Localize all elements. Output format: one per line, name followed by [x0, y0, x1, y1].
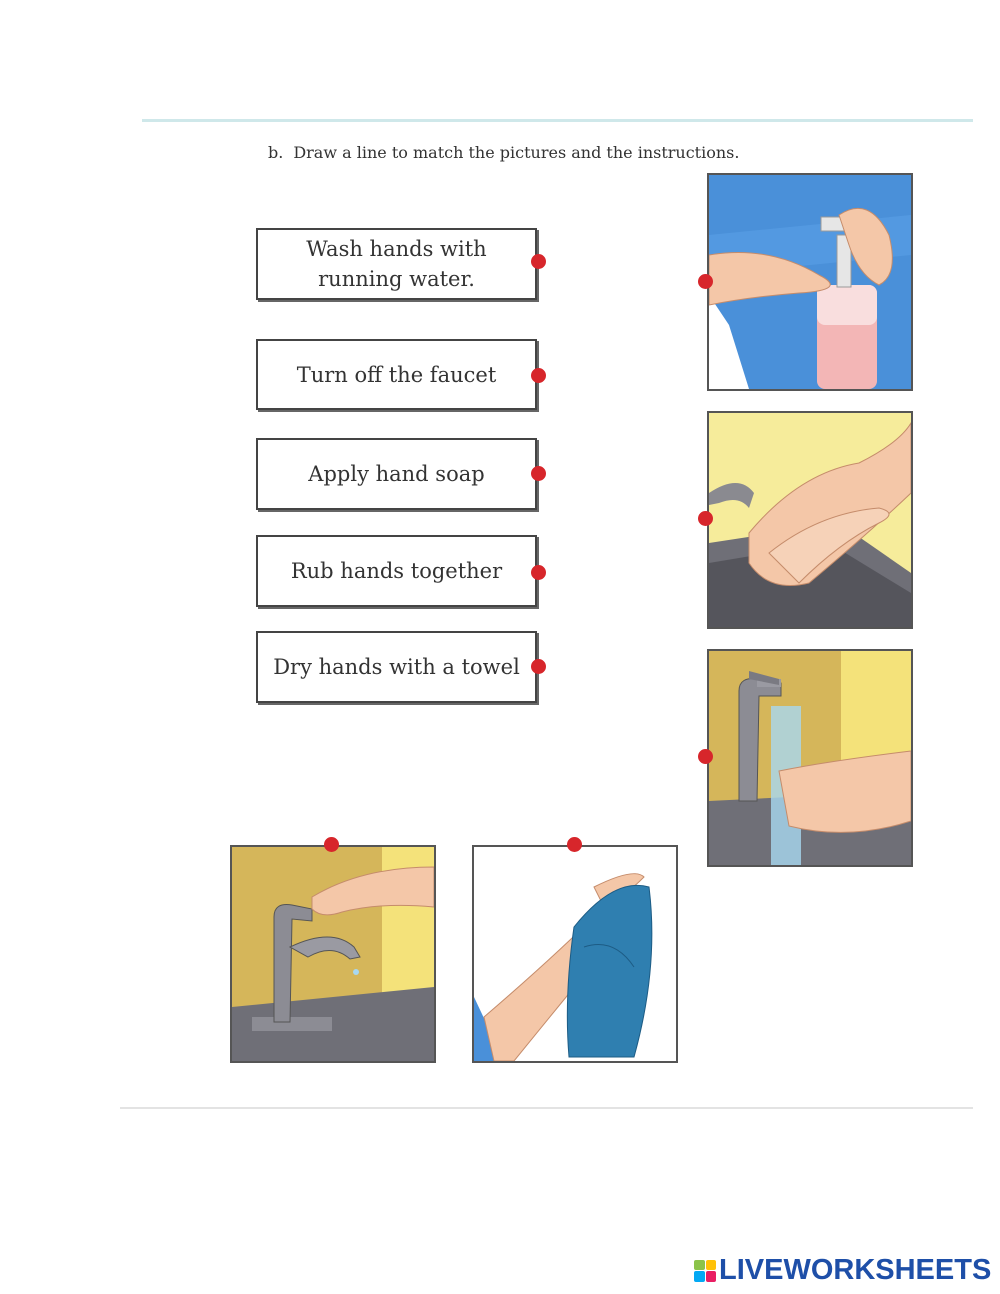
instruction-box-dry[interactable]	[256, 631, 537, 703]
match-dot-picture-towel[interactable]	[567, 837, 582, 852]
instruction-box-wash[interactable]	[256, 228, 537, 300]
running-water-picture	[707, 649, 913, 867]
match-dot-rub[interactable]	[531, 565, 546, 580]
logo-text: LIVEWORKSHEETS	[719, 1254, 992, 1286]
instruction-box-soap[interactable]	[256, 438, 537, 510]
instruction-box-turn-off[interactable]	[256, 339, 537, 410]
soap-dispenser-picture	[707, 173, 913, 391]
match-dot-picture-water[interactable]	[698, 749, 713, 764]
box-label: Wash hands with running water.	[306, 237, 487, 291]
instruction	[268, 143, 739, 162]
turn-off-faucet-picture	[230, 845, 436, 1063]
match-dot-wash[interactable]	[531, 254, 546, 269]
logo-icon	[694, 1260, 716, 1282]
rubbing-hands-picture	[707, 411, 913, 629]
match-dot-picture-faucet[interactable]	[324, 837, 339, 852]
top-divider	[142, 119, 973, 122]
box-label: Apply hand soap	[308, 462, 485, 486]
bottom-divider	[120, 1107, 973, 1109]
match-dot-picture-rub[interactable]	[698, 511, 713, 526]
match-dot-soap[interactable]	[531, 466, 546, 481]
match-dot-dry[interactable]	[531, 659, 546, 674]
box-label: Rub hands together	[290, 559, 503, 583]
instruction-box-rub[interactable]	[256, 535, 537, 607]
box-label: Turn off the faucet	[296, 362, 497, 387]
instruction-letter: b.	[268, 143, 284, 162]
instruction-text: Draw a line to match the pictures and the instructions.	[293, 143, 740, 162]
towel-drying-picture	[472, 845, 678, 1063]
liveworksheets-logo	[694, 1254, 991, 1287]
box-label: Dry hands with a towel	[273, 655, 520, 679]
match-dot-turn-off[interactable]	[531, 368, 546, 383]
match-dot-picture-soap[interactable]	[698, 274, 713, 289]
